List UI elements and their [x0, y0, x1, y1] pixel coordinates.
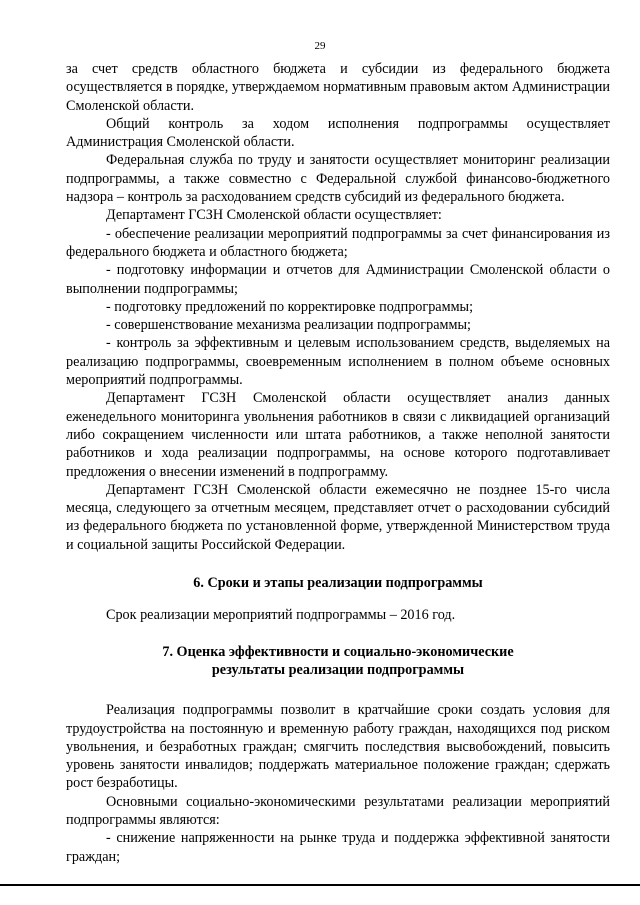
- list-item-proposals: - подготовку предложений по корректировке подпрограммы;: [106, 298, 474, 315]
- list-item-mechanism: - совершенствование механизма реализации подпрограммы;: [106, 317, 471, 334]
- paragraph-monitoring-analysis: Департамент ГСЗН Смоленской области осуществляет анализ данных еженедельного мониторинга увольнения работников в связи с ликвидацией организаций либо сокращением численности или штата работников, а также неполной занятости работников и хода реализации подпрограммы, на основе которого подготавливает предложения о внесении изменений в подпрограмму.: [66, 390, 610, 480]
- document-body: [66, 60, 610, 866]
- paragraph-department-intro: Департамент ГСЗН Смоленской области осуществляет:: [106, 207, 442, 224]
- list-item-funding: - обеспечение реализации мероприятий подпрограммы за счет финансирования из федерального бюджета и областного бюджета;: [66, 225, 610, 260]
- section-7-heading-line2: результаты реализации подпрограммы: [211, 661, 465, 678]
- paragraph-financing: за счет средств областного бюджета и субсидии из федерального бюджета осуществляется в порядке, утверждаемом нормативным правовым актом Администрации Смоленской области.: [66, 61, 610, 114]
- paragraph-general-control: Общий контроль за ходом исполнения подпрограммы осуществляет Администрация Смоленской области.: [66, 115, 610, 151]
- list-item-labor-market: - снижение напряженности на рынке труда и поддержка эффективной занятости граждан;: [66, 830, 610, 865]
- paragraph-federal-monitoring: Федеральная служба по труду и занятости осуществляет мониторинг реализации подпрограммы, а также совместно с Федеральной службой финансово-бюджетного надзора – контроль за расходованием средств субсидий из федерального бюджета.: [66, 152, 610, 206]
- paragraph-implementation-effects: Реализация подпрограммы позволит в кратчайшие сроки создать условия для трудоустройства на постоянную и временную работу граждан, находящихся под риском увольнения, и безработных граждан; смягчить последствия высвобождений, повысить уровень занятости инвалидов; поддержать материальное положение граждан; сдержать рост безработицы.: [66, 702, 610, 792]
- bottom-divider: [0, 884, 640, 886]
- paragraph-term: Срок реализации мероприятий подпрограммы – 2016 год.: [106, 607, 456, 624]
- section-7-heading-line1: 7. Оценка эффективности и социально-экономические: [162, 643, 514, 660]
- list-item-reporting: - подготовку информации и отчетов для Администрации Смоленской области о выполнении подпрограммы;: [66, 262, 610, 297]
- paragraph-main-results: Основными социально-экономическими результатами реализации мероприятий подпрограммы являются:: [66, 793, 610, 828]
- page-number: 29: [314, 40, 326, 52]
- paragraph-monthly-report: Департамент ГСЗН Смоленской области ежемесячно не позднее 15-го числа месяца, следующего за отчетным месяцем, представляет отчет о расходовании субсидий из федерального бюджета по установленной форме, утвержденной Министерством труда и социальной защиты Российской Федерации.: [66, 481, 610, 553]
- list-item-control: - контроль за эффективным и целевым использованием средств, выделяемых на реализацию подпрограммы, своевременным исполнением в полном объеме основных мероприятий подпрограммы.: [66, 335, 610, 389]
- section-7-heading: [66, 643, 610, 680]
- section-6-heading: 6. Сроки и этапы реализации подпрограммы: [193, 575, 483, 592]
